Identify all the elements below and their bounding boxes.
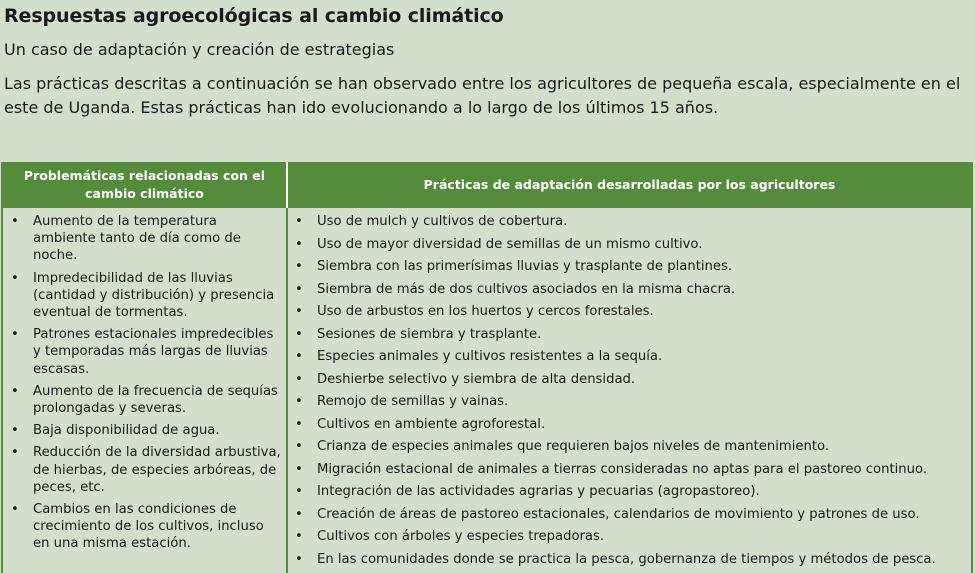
- practice-item-text: Creación de áreas de pastoreo estacionales, calendarios de movimiento y patrones de uso.: [317, 506, 920, 522]
- bullet-icon: •: [295, 394, 303, 409]
- practice-item: [295, 438, 967, 461]
- bullet-icon: •: [295, 506, 303, 522]
- practice-item: [295, 213, 967, 236]
- bullet-icon: •: [295, 484, 303, 499]
- practice-item-text: Migración estacional de animales a tierras consideradas no aptas para el pastoreo continuo.: [317, 461, 928, 477]
- practice-item: [295, 461, 967, 484]
- bullet-icon: •: [295, 529, 303, 544]
- practice-item: [295, 416, 967, 439]
- problem-item-text: Patrones estacionales impredecibles y temporadas más largas de lluvias escasas.: [33, 327, 274, 377]
- table-header: [3, 162, 971, 208]
- header-practices: Prácticas de adaptación desarrolladas por los agricultores: [423, 177, 836, 192]
- practices-list: [295, 213, 967, 573]
- practice-item-text: Sesiones de siembra y trasplante.: [317, 326, 542, 342]
- practice-item: [295, 281, 967, 304]
- problem-item-text: Cambios en las condiciones de crecimiento de los cultivos, incluso en una misma estación.: [33, 502, 264, 552]
- practice-item: [295, 528, 967, 551]
- practice-item: [295, 551, 967, 573]
- practice-item-text: Siembra de más de dos cultivos asociados en la misma chacra.: [317, 281, 736, 297]
- problem-item-text: Impredecibilidad de las lluvias (cantidad y distribución) y presencia eventual de tormentas.: [33, 270, 275, 321]
- problem-item-text: Reducción de la diversidad arbustiva, de hierbas, de especies arbóreas, de peces, etc.: [33, 445, 281, 495]
- page-title: Respuestas agroecológicas al cambio climático: [4, 5, 504, 27]
- bullet-icon: •: [11, 502, 19, 518]
- practice-item-text: Integración de las actividades agrarias y pecuarias (agropastoreo).: [317, 484, 760, 499]
- practice-item: [295, 483, 967, 506]
- adaptation-table: [1, 162, 973, 573]
- practice-item-text: Cultivos con árboles y especies trepadoras.: [317, 529, 605, 544]
- practice-item: [295, 236, 967, 259]
- bullet-icon: •: [295, 461, 303, 477]
- practice-item-text: Deshierbe selectivo y siembra de alta densidad.: [317, 371, 636, 387]
- practice-item-text: Uso de mayor diversidad de semillas de un mismo cultivo.: [317, 236, 703, 252]
- bullet-icon: •: [295, 371, 303, 387]
- practice-item-text: Uso de mulch y cultivos de cobertura.: [317, 214, 568, 229]
- problem-item-text: Baja disponibilidad de agua.: [33, 423, 220, 439]
- practice-item-text: En las comunidades donde se practica la pesca, gobernanza de tiempos y métodos de pesca.: [317, 551, 936, 567]
- problem-item-text: Aumento de la frecuencia de sequías prolongadas y severas.: [33, 383, 278, 417]
- problems-list: [11, 213, 283, 558]
- bullet-icon: •: [11, 270, 19, 286]
- bullet-icon: •: [295, 236, 303, 252]
- problem-item: [11, 422, 283, 439]
- practice-item: [295, 303, 967, 326]
- practice-item: [295, 393, 967, 416]
- problem-item: [11, 326, 283, 378]
- practice-item-text: Especies animales y cultivos resistentes a la sequía.: [317, 349, 663, 364]
- practice-item: [295, 258, 967, 281]
- practice-item: [295, 506, 967, 529]
- practice-item-text: Remojo de semillas y vainas.: [317, 394, 509, 409]
- problem-item: [11, 270, 283, 322]
- practice-item: [295, 371, 967, 394]
- bullet-icon: •: [295, 259, 303, 274]
- bullet-icon: •: [11, 383, 19, 399]
- bullet-icon: •: [295, 326, 303, 342]
- header-problems: Problemáticas relacionadas con el cambio climático: [23, 168, 266, 201]
- bullet-icon: •: [295, 214, 303, 229]
- practice-item-text: Siembra con las primerísimas lluvias y trasplante de plantines.: [317, 259, 733, 274]
- bullet-icon: •: [295, 281, 303, 297]
- page-subtitle: Un caso de adaptación y creación de estrategias: [4, 40, 395, 59]
- column-divider: [286, 208, 288, 573]
- bullet-icon: •: [295, 551, 303, 567]
- problem-item: [11, 501, 283, 553]
- bullet-icon: •: [11, 445, 19, 461]
- problem-item: [11, 213, 283, 265]
- bullet-icon: •: [11, 214, 19, 229]
- bullet-icon: •: [11, 327, 19, 343]
- practice-item-text: Crianza de especies animales que requieren bajos niveles de mantenimiento.: [317, 439, 830, 454]
- bullet-icon: •: [295, 349, 303, 364]
- problem-item: [11, 383, 283, 417]
- practice-item-text: Cultivos en ambiente agroforestal.: [317, 416, 546, 432]
- practice-item: [295, 348, 967, 371]
- problem-item-text: Aumento de la temperatura ambiente tanto de día como de noche.: [33, 214, 241, 264]
- practice-item-text: Uso de arbustos en los huertos y cercos forestales.: [317, 304, 654, 319]
- problem-item: [11, 444, 283, 496]
- bullet-icon: •: [295, 416, 303, 432]
- bullet-icon: •: [295, 439, 303, 454]
- intro-paragraph: Las prácticas descritas a continuación se han observado entre los agricultores de pequeña escala, especialmente en el este de Uganda. Estas prácticas han ido evolucionando a lo largo de los últimos 15 años.: [4, 74, 961, 117]
- bullet-icon: •: [11, 423, 19, 439]
- bullet-icon: •: [295, 304, 303, 319]
- practice-item: [295, 326, 967, 349]
